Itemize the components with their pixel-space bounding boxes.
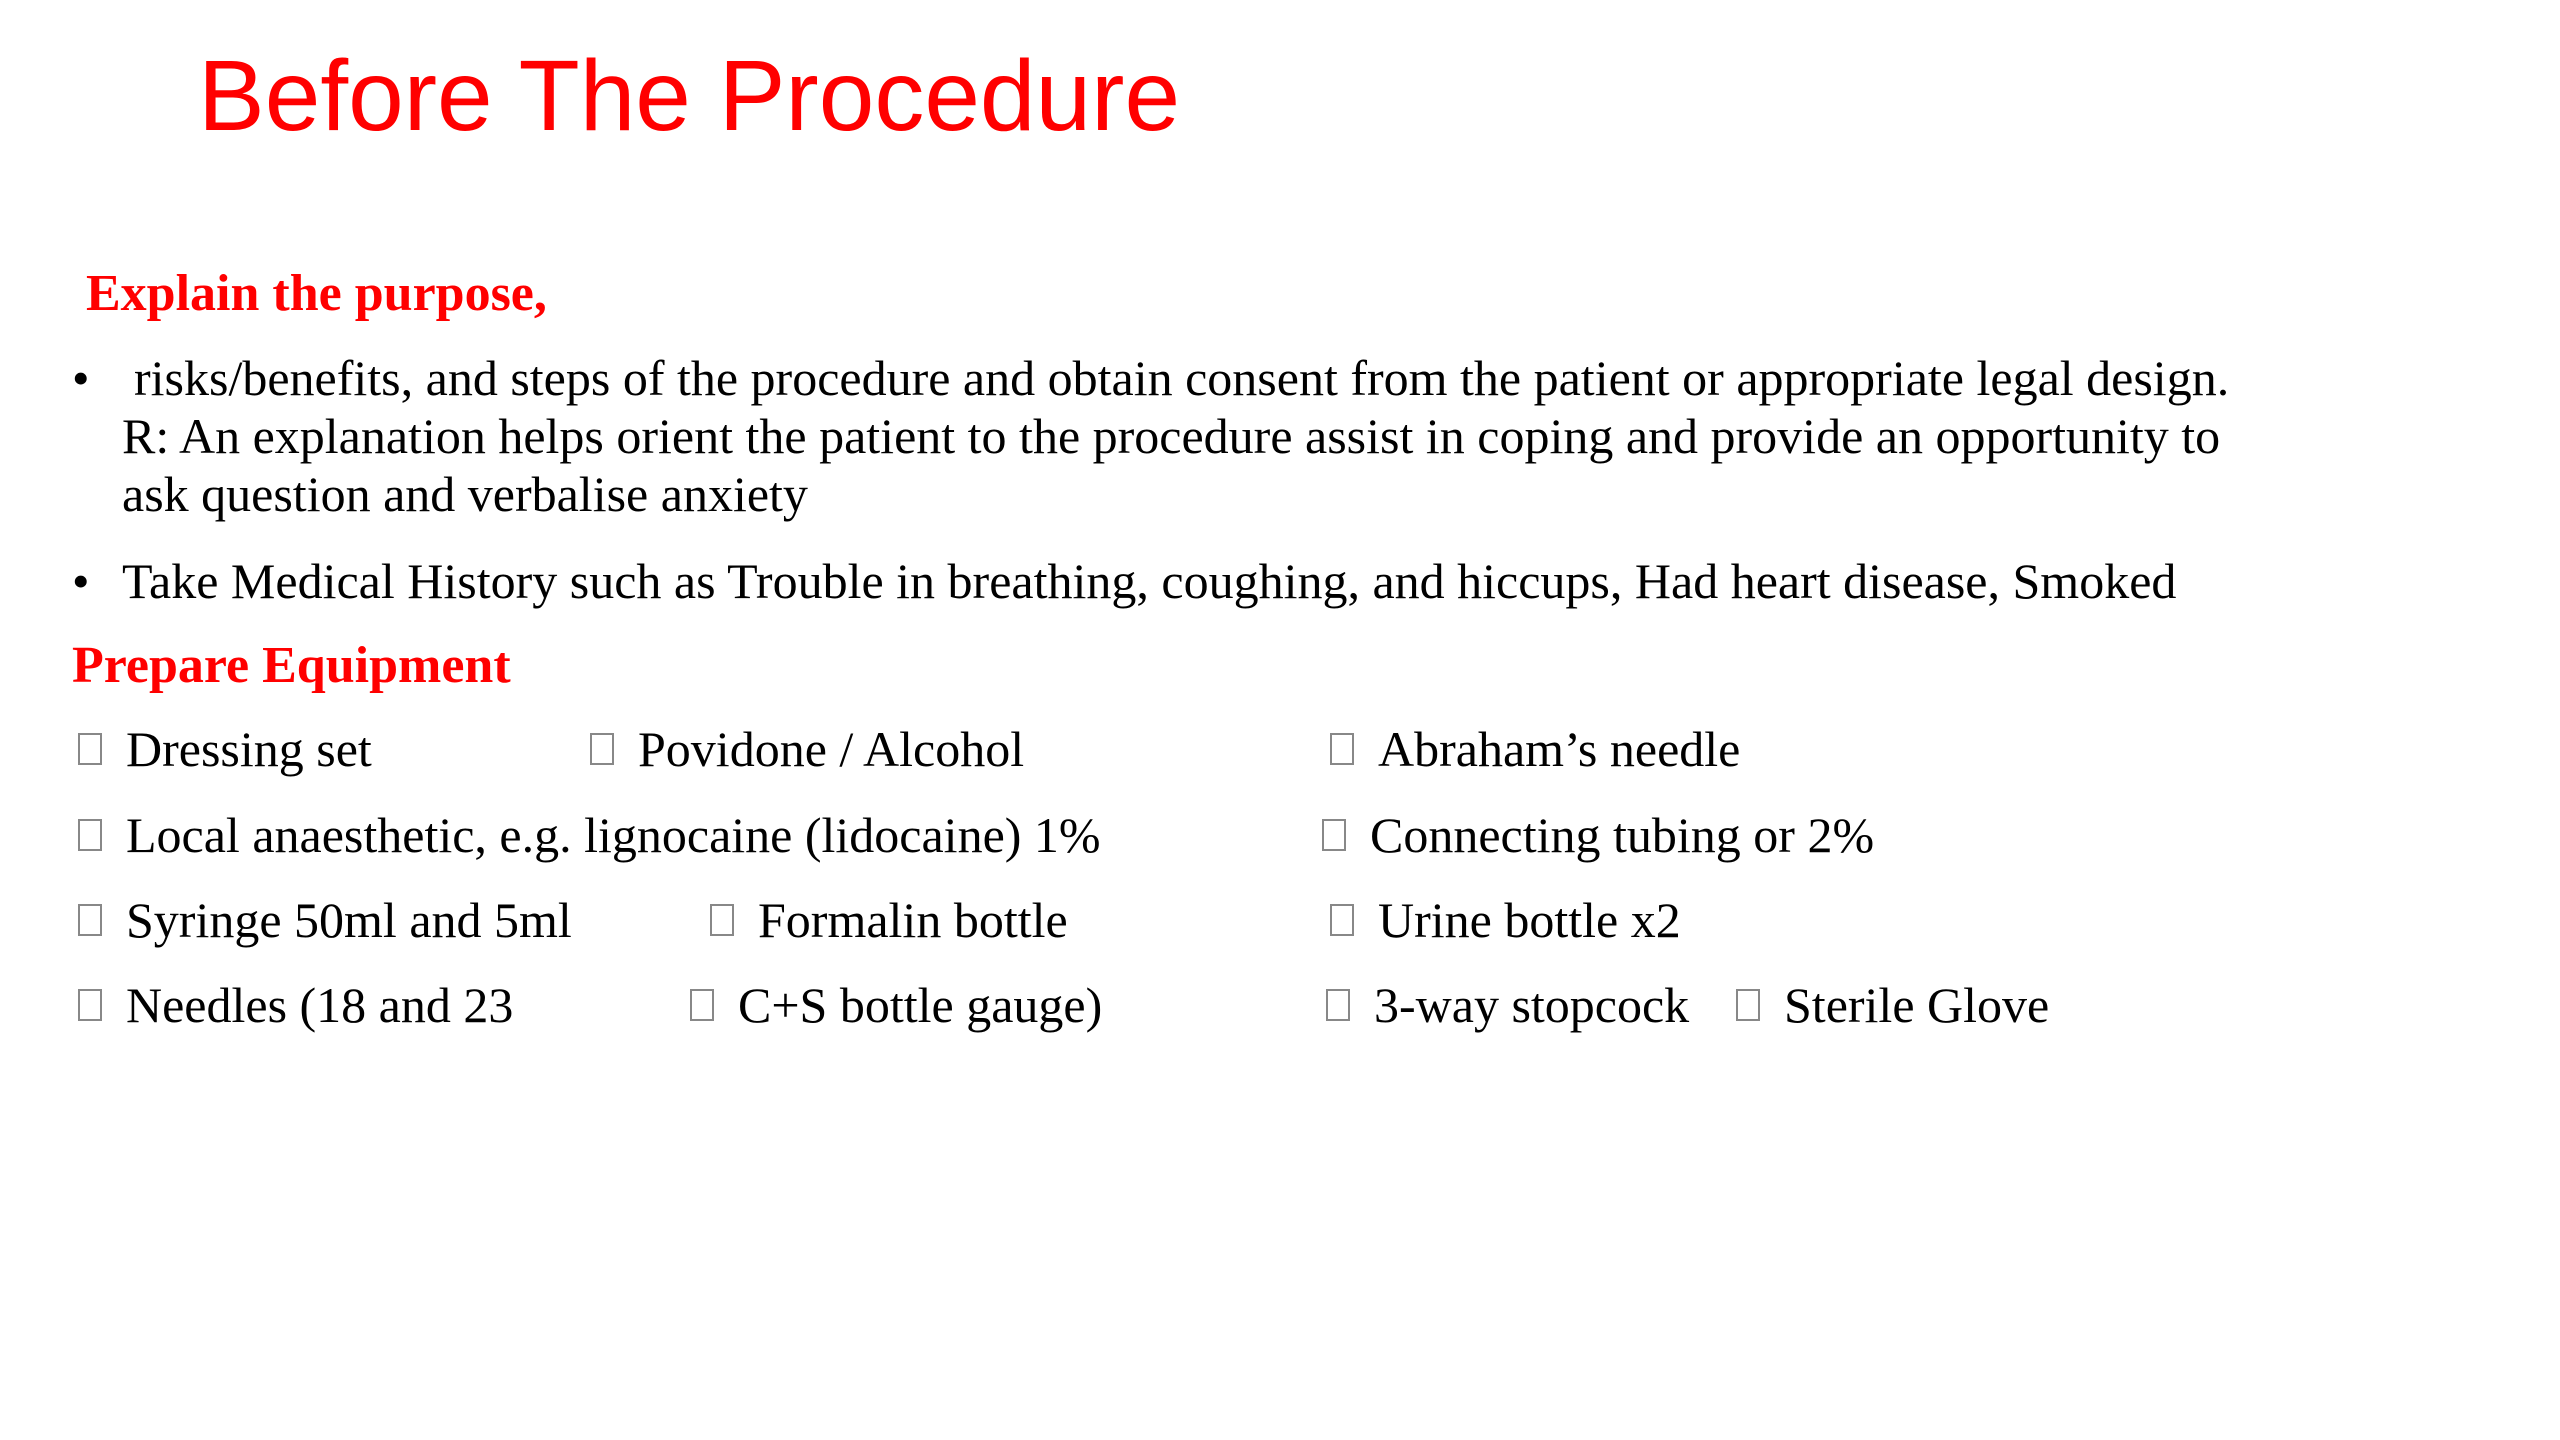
- checkbox-icon: [1736, 989, 1760, 1021]
- equipment-item: [1322, 806, 1874, 864]
- checkbox-icon: [78, 819, 102, 851]
- checkbox-icon: [1322, 819, 1346, 851]
- equipment-item: [78, 720, 372, 778]
- checkbox-icon: [78, 904, 102, 936]
- bullet-risks: [72, 349, 2472, 523]
- checkbox-icon: [590, 733, 614, 765]
- equipment-item: [1330, 891, 1681, 949]
- equipment-heading: Prepare Equipment: [72, 637, 511, 694]
- equipment-label: Povidone / Alcohol: [638, 721, 1025, 777]
- equipment-label: Connecting tubing or 2%: [1370, 807, 1875, 863]
- equipment-item: [1736, 976, 2049, 1034]
- bullet-risks-line2: R: An explanation helps orient the patient to the procedure assist in coping and provide an opportunity to: [122, 408, 2221, 464]
- bullet-dot-icon: •: [72, 553, 90, 609]
- checkbox-icon: [1330, 733, 1354, 765]
- checkbox-icon: [1330, 904, 1354, 936]
- bullet-risks-text: [122, 349, 2472, 523]
- equipment-item: [78, 806, 1101, 864]
- equipment-label: Abraham’s needle: [1378, 721, 1741, 777]
- equipment-item: [690, 976, 1102, 1034]
- bullet-history: [72, 552, 2472, 610]
- bullet-history-text: Take Medical History such as Trouble in breathing, coughing, and hiccups, Had heart disease, Smoked: [122, 553, 2177, 609]
- explain-heading: Explain the purpose,: [86, 265, 547, 322]
- checkbox-icon: [710, 904, 734, 936]
- equipment-label: Local anaesthetic, e.g. lignocaine (lidocaine) 1%: [126, 807, 1101, 863]
- equipment-item: [1326, 976, 1689, 1034]
- equipment-label: Dressing set: [126, 721, 372, 777]
- bullet-risks-line1: risks/benefits, and steps of the procedure and obtain consent from the patient or appropriate legal design.: [134, 350, 2230, 406]
- equipment-item: [78, 891, 572, 949]
- equipment-label: Needles (18 and 23: [126, 977, 514, 1033]
- bullet-dot-icon: •: [72, 350, 90, 406]
- checkbox-icon: [78, 733, 102, 765]
- equipment-label: 3-way stopcock: [1374, 977, 1690, 1033]
- equipment-label: C+S bottle gauge): [738, 977, 1103, 1033]
- checkbox-icon: [1326, 989, 1350, 1021]
- equipment-label: Formalin bottle: [758, 892, 1068, 948]
- equipment-item: [1330, 720, 1740, 778]
- equipment-item: [78, 976, 513, 1034]
- checkbox-icon: [690, 989, 714, 1021]
- checkbox-icon: [78, 989, 102, 1021]
- equipment-label: Sterile Glove: [1784, 977, 2050, 1033]
- bullet-risks-line3: ask question and verbalise anxiety: [122, 466, 808, 522]
- equipment-label: Urine bottle x2: [1378, 892, 1681, 948]
- equipment-item: [590, 720, 1024, 778]
- equipment-label: Syringe 50ml and 5ml: [126, 892, 572, 948]
- slide-title: Before The Procedure: [198, 40, 1181, 152]
- equipment-item: [710, 891, 1068, 949]
